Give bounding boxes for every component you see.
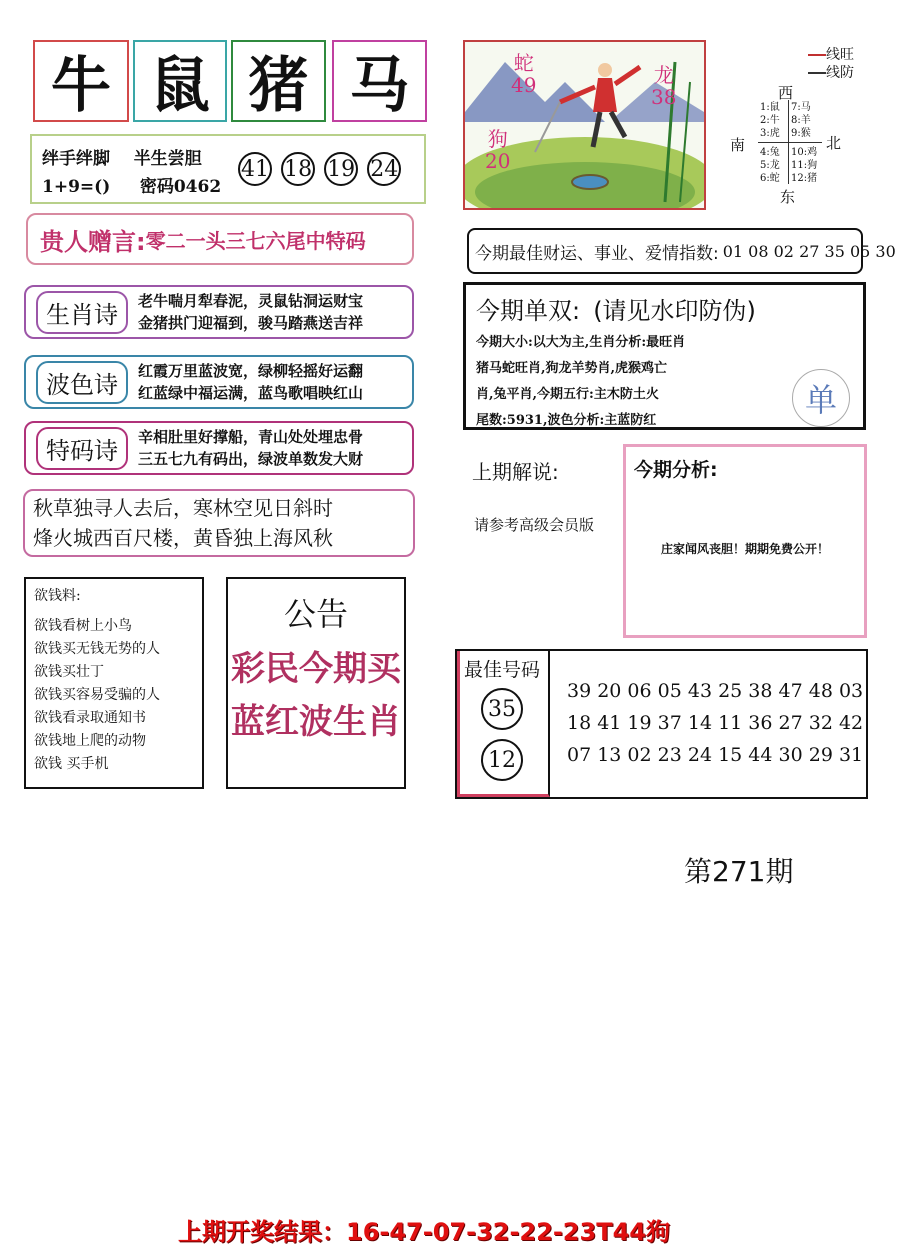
- guiren-label: 贵人赠言:: [40, 227, 146, 256]
- compass-group: 1:鼠 2:牛 3:虎: [760, 102, 780, 139]
- label-num: 20: [485, 149, 511, 173]
- best-rows: [567, 675, 863, 771]
- poem-special: [24, 421, 414, 475]
- label-name: 龙: [653, 63, 674, 87]
- label-num: 38: [651, 85, 677, 109]
- poem-line: 三五七九有码出，绿波单数发大财: [138, 450, 364, 468]
- dan-stamp: 单: [792, 369, 850, 427]
- yuqian-item: 欲钱地上爬的动物: [34, 733, 146, 749]
- best-title: 最佳号码: [464, 659, 541, 681]
- danshuang-title: 今期单双:: [476, 297, 581, 325]
- yuqian-title: 欲钱料:: [34, 588, 81, 604]
- period-label: 第271期: [684, 855, 794, 888]
- poem-line: 金猪拱门迎福到，骏马踏燕送吉祥: [138, 314, 364, 332]
- best-row: 39 20 06 05 43 25 38 47 48 03: [567, 680, 864, 702]
- last-period-note: 请参考高级会员版: [474, 516, 595, 534]
- number-circle: 18: [281, 152, 315, 186]
- zodiac-box-3: 猪: [231, 40, 326, 122]
- tagline-row-2: [42, 172, 221, 197]
- tagline-numbers: [238, 152, 405, 186]
- poem-tag: 特码诗: [36, 427, 128, 470]
- legend: [808, 46, 854, 82]
- best-circle: 35: [481, 688, 523, 730]
- tagline-2b: 密码0462: [139, 177, 222, 197]
- best-row: 07 13 02 23 24 15 44 30 29 31: [567, 744, 864, 766]
- guiren-box: [26, 213, 414, 265]
- compass-west: 西: [778, 84, 794, 102]
- compass-south: 南: [730, 136, 746, 154]
- compass-north: 北: [826, 134, 842, 152]
- yuqian-item: 欲钱买无钱无势的人: [34, 641, 160, 657]
- compass-east: 东: [780, 188, 796, 206]
- yuqian-box: [24, 577, 204, 789]
- legend-fang: 线防: [808, 64, 854, 82]
- tagline-2a: 1+9=(): [42, 177, 111, 197]
- yuqian-item: 欲钱看树上小鸟: [34, 618, 132, 634]
- tagline-1a: 绊手绊脚: [42, 149, 110, 169]
- tagline-row-1: [42, 144, 202, 169]
- legend-wang: 线旺: [808, 46, 854, 64]
- best-circle: 12: [481, 739, 523, 781]
- compass-group: 7:马 8:羊 9:猴: [791, 102, 811, 139]
- danshuang-line: 猪马蛇旺肖,狗龙羊势肖,虎猴鸡亡: [476, 361, 668, 376]
- compass-group: 4:兔 5:龙 6:蛇: [760, 147, 780, 184]
- danshuang-line: 肖,兔平肖,今期五行:主木防土火: [476, 387, 659, 402]
- poem-tag: 生肖诗: [36, 291, 128, 334]
- best-box: [455, 649, 868, 799]
- number-circle: 19: [324, 152, 358, 186]
- analysis-text: 庄家闻风丧胆！期期免费公开！: [660, 542, 829, 556]
- number-circle: 41: [238, 152, 272, 186]
- yuqian-item: 欲钱买容易受骗的人: [34, 687, 160, 703]
- notice-line: 蓝红波生肖: [231, 702, 401, 742]
- danshuang-line: 尾数:5931,波色分析:主蓝防红: [476, 413, 657, 428]
- notice-title: 公告: [283, 595, 348, 633]
- poem-zodiac: [24, 285, 414, 339]
- label-dog: [485, 128, 510, 172]
- analysis-box: [623, 444, 867, 638]
- last-period-title: 上期解说:: [472, 460, 559, 484]
- compass-group: 10:鸡 11:狗 12:猪: [791, 147, 818, 184]
- picture-frame: [463, 40, 706, 210]
- label-num: 49: [511, 73, 537, 97]
- analysis-title: 今期分析:: [634, 459, 718, 481]
- poem-line: 红霞万里蓝波宽，绿柳轻摇好运翻: [138, 362, 364, 380]
- number-circle: 24: [367, 152, 401, 186]
- danshuang-sub: (请见水印防伪): [593, 297, 756, 325]
- fortune-box: [467, 228, 896, 274]
- poem-color: [24, 355, 414, 409]
- notice-box: [226, 577, 406, 789]
- compass: [728, 82, 848, 207]
- tagline-1b: 半生尝胆: [133, 149, 202, 169]
- big-poem-line: 秋草独寻人去后，寒林空见日斜时: [33, 496, 333, 520]
- result-banner: 上期开奖结果：16-47-07-32-22-23T44狗: [178, 1218, 670, 1246]
- poem-line: 红蓝绿中福运满，蓝鸟歌唱映红山: [138, 384, 364, 402]
- label-snake: [511, 52, 536, 96]
- fortune-label: 今期最佳财运、事业、爱情指数:: [475, 243, 719, 264]
- zodiac-box-4: 马: [332, 40, 427, 122]
- best-row: 18 41 19 37 14 11 36 27 32 42: [567, 712, 864, 734]
- zodiac-box-2: 鼠: [133, 40, 227, 122]
- big-poem-box: [23, 489, 415, 557]
- poem-tag: 波色诗: [36, 361, 128, 404]
- big-poem-line: 烽火城西百尺楼，黄昏独上海风秋: [33, 526, 333, 550]
- label-dragon: [651, 64, 676, 108]
- poem-line: 老牛喘月犁春泥，灵鼠钻洞运财宝: [138, 292, 364, 310]
- yuqian-item: 欲钱买壮丁: [34, 664, 104, 680]
- danshuang-line: 今期大小:以大为主,生肖分析:最旺肖: [476, 335, 686, 350]
- yuqian-item: 欲钱看录取通知书: [34, 710, 146, 726]
- tagline-box: [30, 134, 426, 204]
- label-name: 狗: [487, 127, 508, 151]
- danshuang-box: [463, 282, 866, 430]
- notice-line: 彩民今期买: [231, 649, 401, 689]
- yuqian-item: 欲钱 买手机: [34, 756, 109, 772]
- zodiac-box-1: 牛: [33, 40, 129, 122]
- guiren-text: 零二一头三七六尾中特码: [145, 228, 366, 253]
- label-name: 蛇: [513, 51, 534, 75]
- poem-line: 辛相肚里好撑船，青山处处埋忠骨: [138, 428, 364, 446]
- fortune-numbers: 01 08 02 27 35 05 30: [722, 241, 896, 261]
